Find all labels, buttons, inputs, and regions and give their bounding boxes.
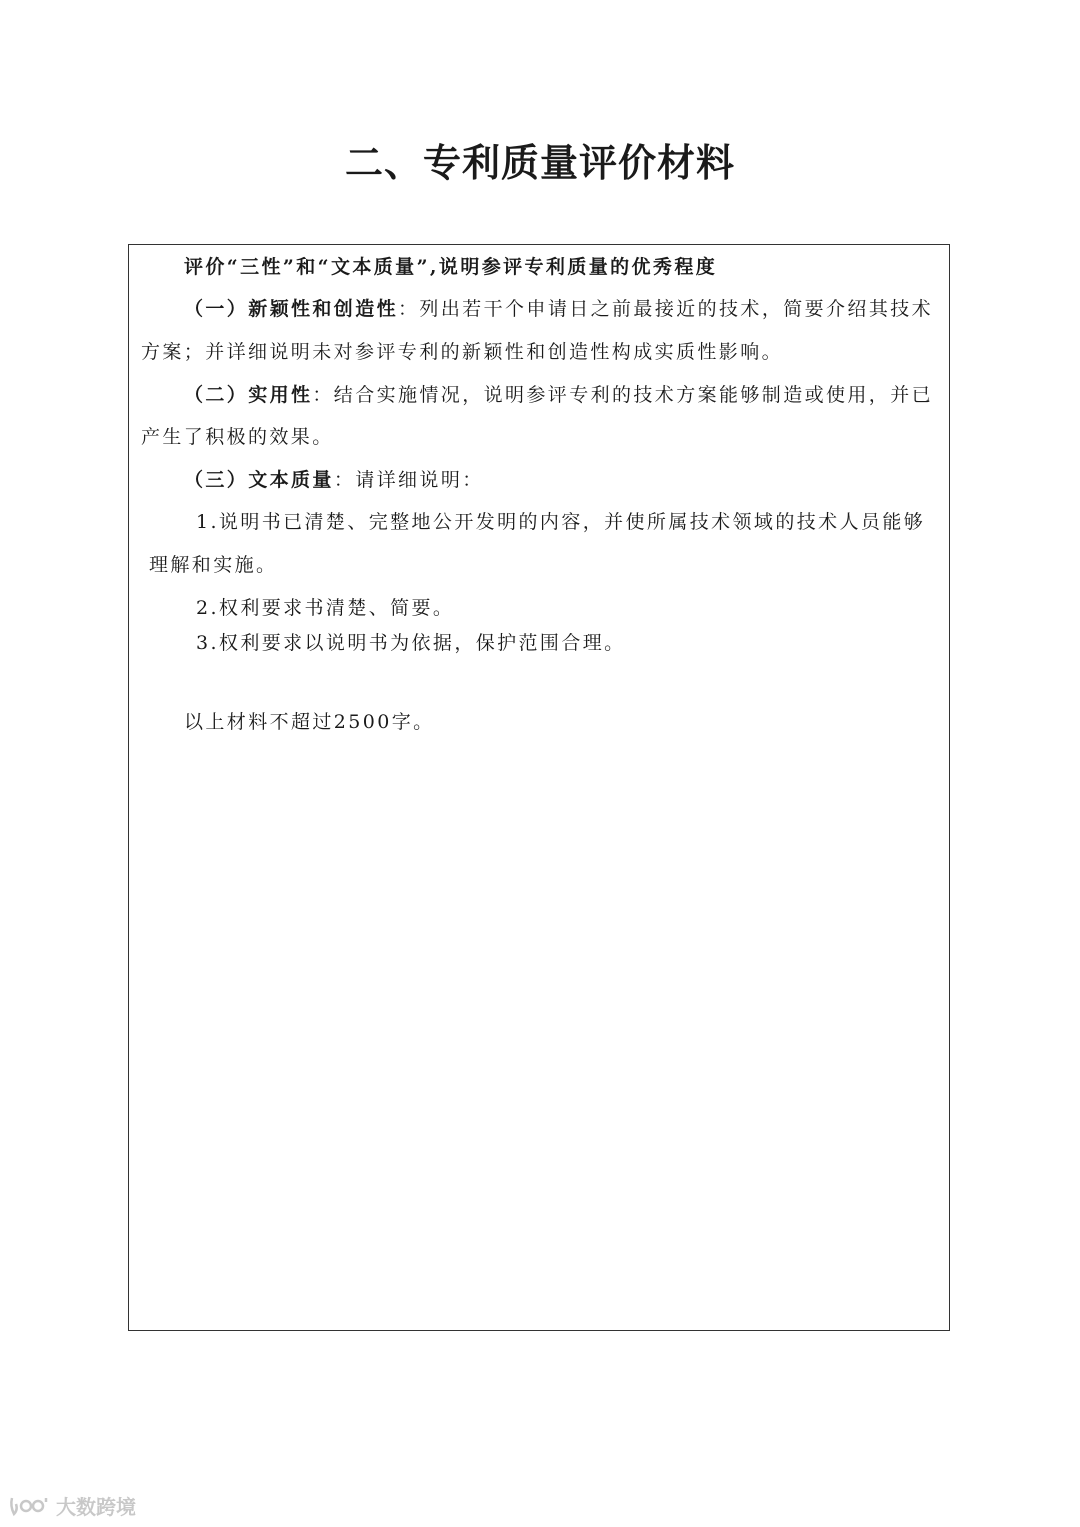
section-utility: [184, 382, 933, 408]
watermark: [8, 1491, 136, 1520]
section-utility-label: （二）实用性: [184, 384, 313, 406]
page-title: 二、专利质量评价材料: [344, 141, 735, 185]
intro-text: 评价“三性”和“文本质量”,说明参评专利质量的优秀程度: [184, 256, 718, 278]
section-text-quality: [184, 467, 484, 493]
section-novelty-text: ：列出若干个申请日之前最接近的技术，简要介绍其技术: [398, 298, 934, 320]
section-novelty-continued: 方案；并详细说明未对参评专利的新颖性和创造性构成实质性影响。: [141, 341, 784, 363]
section-text-quality-text: ：请详细说明：: [333, 469, 484, 491]
watermark-text: 大数跨境: [56, 1495, 136, 1519]
item-1-continued: 理解和实施。: [149, 554, 278, 576]
item-3: 3.权利要求以说明书为依据，保护范围合理。: [196, 632, 626, 654]
section-utility-continued: 产生了积极的效果。: [141, 426, 334, 448]
item-1: 1.说明书已清楚、完整地公开发明的内容，并使所属技术领域的技术人员能够: [196, 511, 926, 533]
length-note: 以上材料不超过2500字。: [184, 711, 435, 733]
section-text-quality-label: （三）文本质量: [184, 469, 334, 491]
item-2: 2.权利要求书清楚、简要。: [196, 597, 455, 619]
section-utility-text: ：结合实施情况，说明参评专利的技术方案能够制造或使用，并已: [312, 384, 934, 406]
logo-icon: [8, 1494, 52, 1518]
section-novelty-label: （一）新颖性和创造性: [184, 298, 399, 320]
section-novelty: [184, 296, 933, 322]
